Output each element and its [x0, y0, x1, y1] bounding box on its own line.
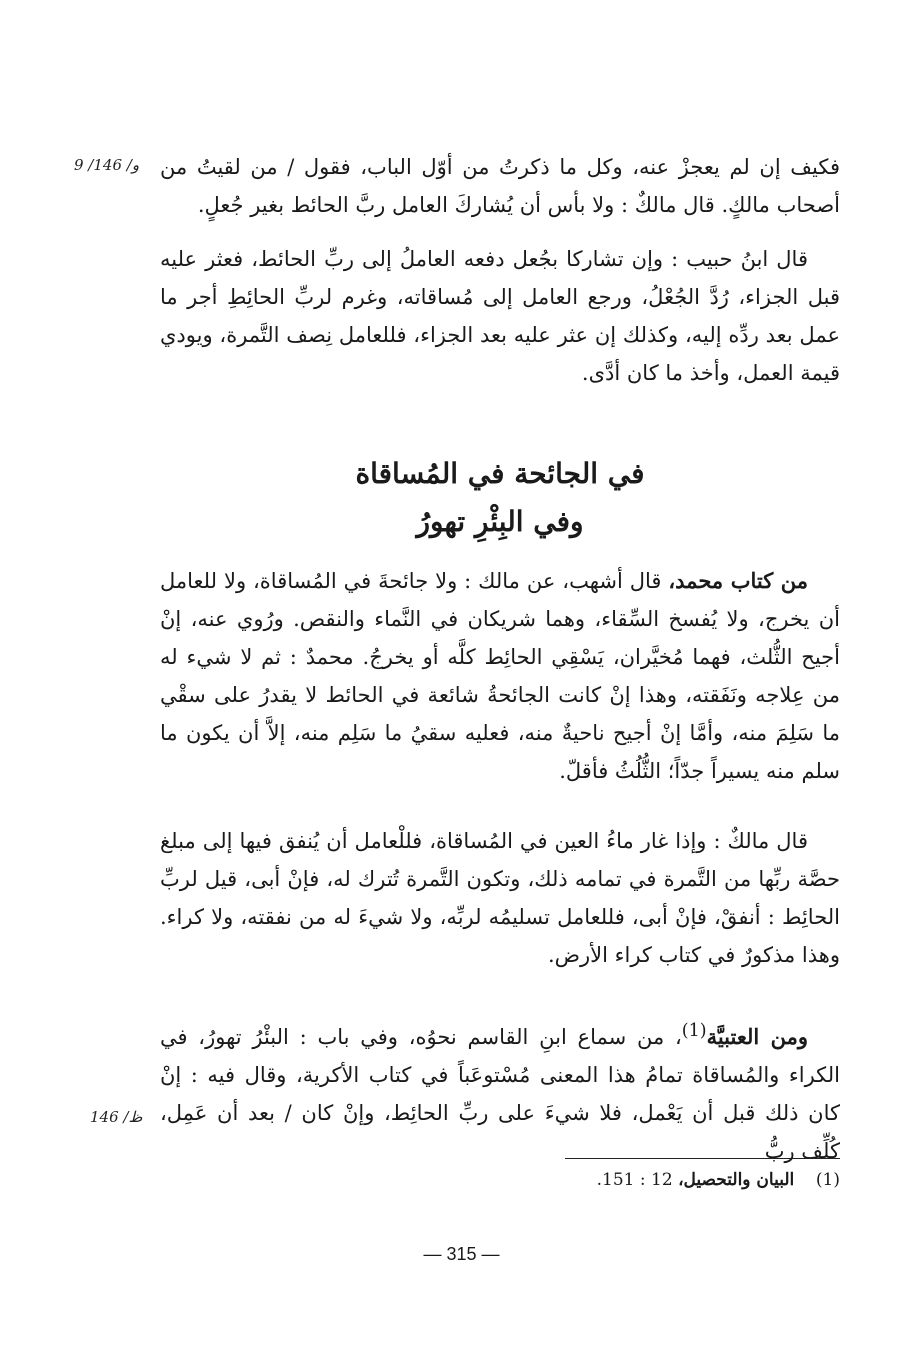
- paragraph-4: [160, 822, 840, 974]
- paragraph-body: ، من سماع ابنِ القاسم نحوُه، وفي باب : البئْرُ تهورُ، في الكراء والمُساقاة تمامُ هذا المعنى مُسْتوعَباً في كتاب الأكرية، وقال فيه : إنْ كان ذلك قبل أن يَعْمل، فلا شيءَ على ربِّ الحائِط، وإنْ كان / بعد أن عَمِل، كُلِّف ربُّ: [160, 1025, 840, 1163]
- paragraph-text: قال ابنُ حبيب : وإن تشاركا بجُعل دفعه العاملُ إلى ربِّ الحائط، فعثر عليه قبل الجزاء، رُدَّ الجُعْلُ، ورجع العامل إلى مُساقاته، وغرم لربِّ الحائِطِ أجر ما عمل بعد ردِّه إليه، وكذلك إن عثر عليه بعد الجزاء، فللعامل نِصف التَّمرة، ويودي قيمة العمل، وأخذ ما كان أدَّى.: [160, 247, 840, 385]
- footnote-source-title: البيان والتحصيل،: [678, 1170, 795, 1190]
- source-title: ومن العتبيَّة: [706, 1024, 808, 1049]
- margin-folio-note: 146 /ظ: [90, 1108, 143, 1126]
- source-title: من كتاب محمد،: [668, 568, 808, 593]
- footnote-source-ref: 12 : 151.: [596, 1170, 679, 1190]
- footnote-number: (1): [815, 1170, 840, 1190]
- margin-folio-note: 9 /146 /و: [74, 156, 140, 174]
- paragraph-text: قال مالكٌ : وإذا غار ماءُ العين في المُساقاة، فللْعامل أن يُنفق فيها إلى مبلغ حصَّة ربِّها من التَّمرة في تمامه ذلك، وتكون التَّمرة تُترك له، فإنْ أبى، قيل لربِّ الحائِط : أنفقْ، فإنْ أبى، فللعامل تسليمُه لربِّه، ولا شيءَ له من نفقته، ولا كراء. وهذا مذكورٌ في كتاب كراء الأرض.: [160, 829, 840, 967]
- section-heading-line-1: في الجائحة في المُساقاة: [355, 457, 645, 490]
- paragraph-text: فكيف إن لم يعجزْ عنه، وكل ما ذكرتُ من أوّل الباب، فقول / من لقيتُ من أصحاب مالكٍ. قال مالكٌ : ولا بأس أن يُشاركَ العامل ربَّ الحائط بغير جُعلٍ.: [160, 155, 840, 217]
- page-number: — 315 —: [423, 1244, 500, 1264]
- footnote-reference: (1): [681, 1021, 707, 1041]
- paragraph-5: [160, 1012, 840, 1170]
- paragraph-3: [160, 562, 840, 790]
- footnote: [440, 1166, 840, 1194]
- section-heading-line-2: وفي البِئْرِ تهورُ: [416, 505, 584, 538]
- paragraph-body: قال أشهب، عن مالك : ولا جائحةَ في المُساقاة، ولا للعامل أن يخرج، ولا يُفسخ السِّقاء، وهما شريكان في النَّماء والنقص. ورُوي عنه، إنْ أجيح الثُّلث، فهما مُخيَّران، يَسْقِي الحائِط كلَّه أو يخرجُ. محمدٌ : ثم لا شيء له من عِلاجه ونَفَقته، وهذا إنْ كانت الجائحةُ شائعة في الحائط لا يقدرُ على سقْي ما سَلِمَ منه، وأمَّا إنْ أجيح ناحيةٌ منه، فعليه سقيُ ما سَلِم منه، إلاَّ أن يكون ما سلم منه يسيراً جدّاً؛ الثُّلُثُ فأقلّ.: [160, 569, 840, 783]
- paragraph-text: [160, 1012, 840, 1170]
- paragraph-text: [160, 562, 840, 790]
- footnote-divider: [565, 1158, 840, 1159]
- paragraph-1: [160, 148, 840, 224]
- paragraph-2: [160, 240, 840, 392]
